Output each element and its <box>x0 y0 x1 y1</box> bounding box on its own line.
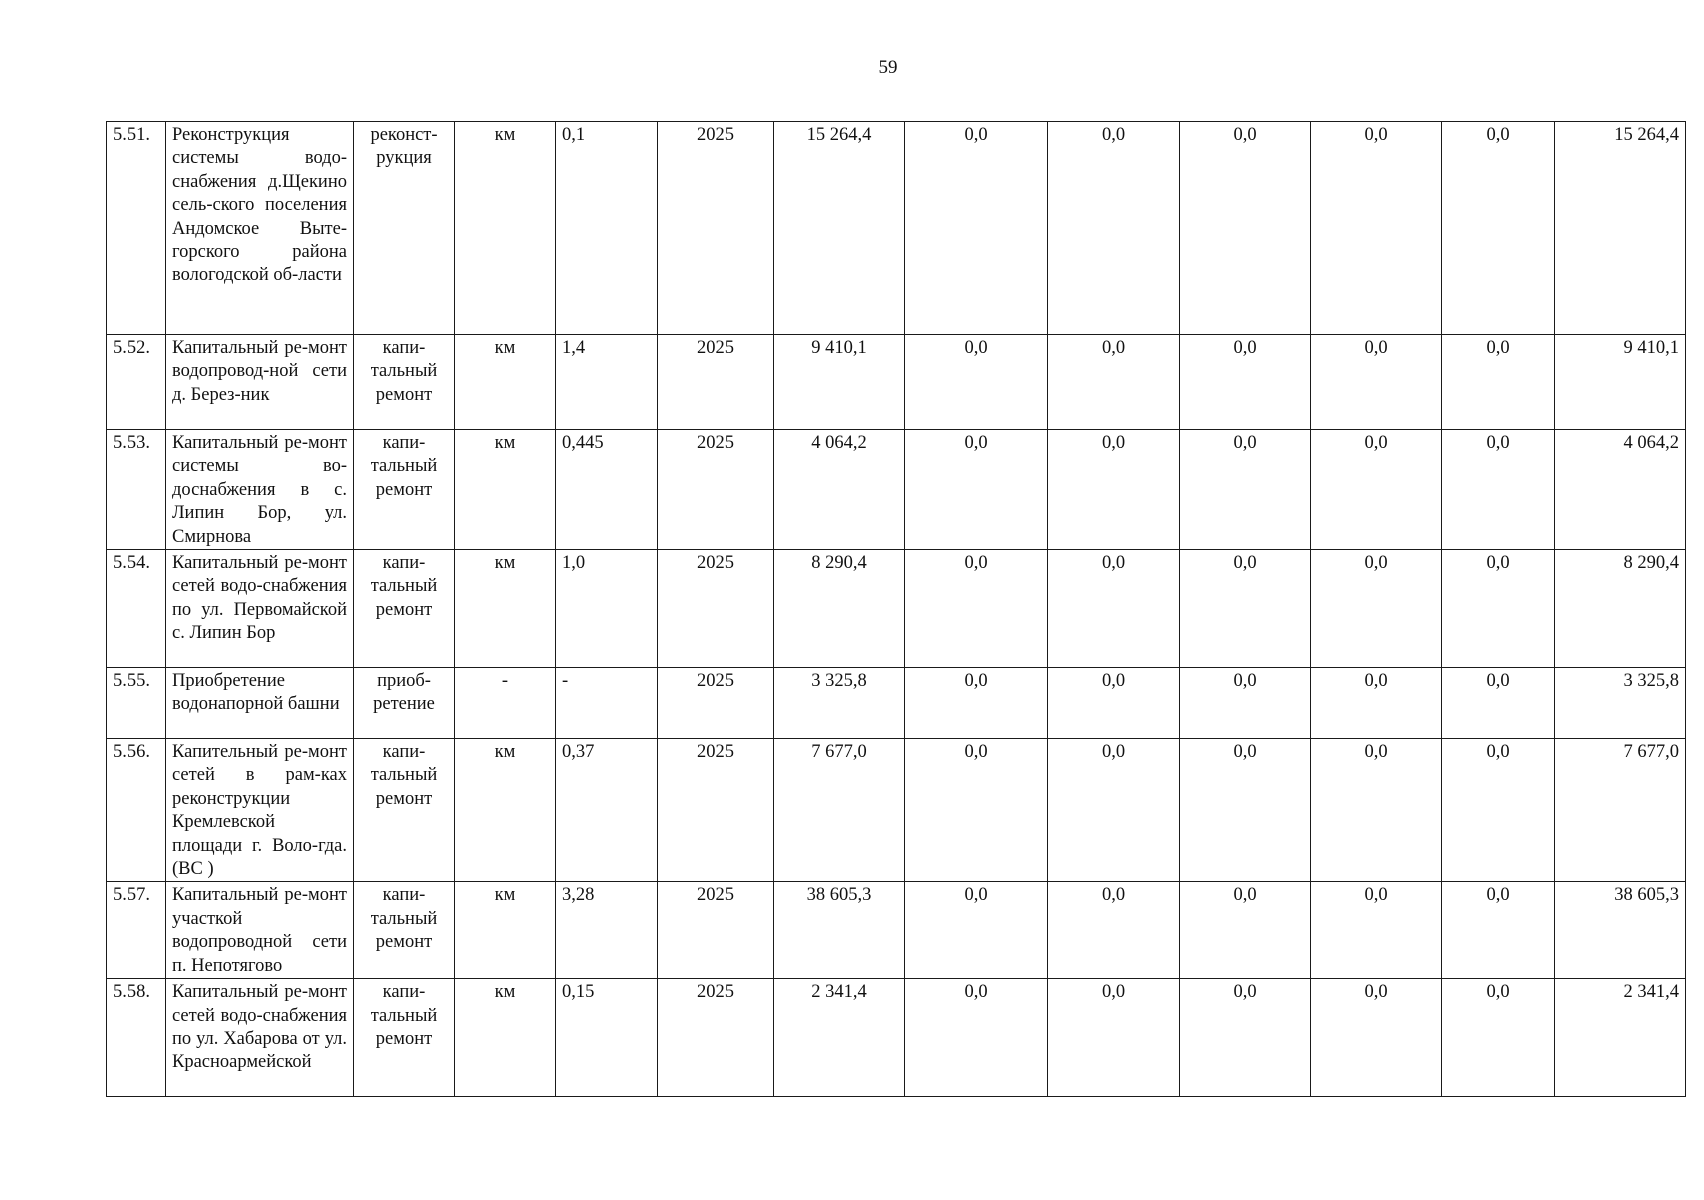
value-2: 0,0 <box>905 122 1048 335</box>
year: 2025 <box>658 979 774 1097</box>
value-4: 0,0 <box>1180 430 1311 550</box>
value-5: 0,0 <box>1311 550 1442 668</box>
year: 2025 <box>658 430 774 550</box>
unit: км <box>455 122 556 335</box>
table-row <box>107 882 1686 979</box>
value-1: 7 677,0 <box>774 739 905 882</box>
work-type: реконст-рукция <box>354 122 455 335</box>
value-6: 0,0 <box>1442 882 1555 979</box>
unit: км <box>455 882 556 979</box>
value-1: 4 064,2 <box>774 430 905 550</box>
work-name: Реконструкция системы водо-снабжения д.Щекино сель-ского поселения Андомское Выте-горского района вологодской об-ласти <box>166 122 354 335</box>
work-name: Приобретение водонапорной башни <box>166 668 354 739</box>
row-number: 5.52. <box>107 335 166 430</box>
value-5: 0,0 <box>1311 335 1442 430</box>
work-name: Капительный ре-монт сетей в рам-ках реконструкции Кремлевской площади г. Воло-гда. (ВС ) <box>166 739 354 882</box>
table-row <box>107 739 1686 882</box>
value-5: 0,0 <box>1311 430 1442 550</box>
table-row <box>107 668 1686 739</box>
value-6: 0,0 <box>1442 122 1555 335</box>
value-4: 0,0 <box>1180 882 1311 979</box>
work-type: приоб-ретение <box>354 668 455 739</box>
value-6: 0,0 <box>1442 979 1555 1097</box>
row-number: 5.53. <box>107 430 166 550</box>
row-number: 5.57. <box>107 882 166 979</box>
value-3: 0,0 <box>1048 882 1180 979</box>
row-number: 5.55. <box>107 668 166 739</box>
total: 8 290,4 <box>1555 550 1686 668</box>
quantity: 0,15 <box>556 979 658 1097</box>
table-row <box>107 122 1686 335</box>
value-1: 8 290,4 <box>774 550 905 668</box>
value-1: 38 605,3 <box>774 882 905 979</box>
quantity: 1,0 <box>556 550 658 668</box>
value-4: 0,0 <box>1180 335 1311 430</box>
row-number: 5.51. <box>107 122 166 335</box>
year: 2025 <box>658 739 774 882</box>
value-3: 0,0 <box>1048 668 1180 739</box>
value-3: 0,0 <box>1048 430 1180 550</box>
total: 15 264,4 <box>1555 122 1686 335</box>
row-number: 5.54. <box>107 550 166 668</box>
unit: км <box>455 335 556 430</box>
work-type: капи-тальный ремонт <box>354 550 455 668</box>
total: 2 341,4 <box>1555 979 1686 1097</box>
table-row <box>107 335 1686 430</box>
value-2: 0,0 <box>905 739 1048 882</box>
total: 4 064,2 <box>1555 430 1686 550</box>
row-number: 5.58. <box>107 979 166 1097</box>
work-type: капи-тальный ремонт <box>354 739 455 882</box>
total: 9 410,1 <box>1555 335 1686 430</box>
unit: км <box>455 979 556 1097</box>
value-2: 0,0 <box>905 882 1048 979</box>
total: 3 325,8 <box>1555 668 1686 739</box>
year: 2025 <box>658 335 774 430</box>
page-number: 59 <box>878 57 898 78</box>
table-row <box>107 550 1686 668</box>
value-1: 15 264,4 <box>774 122 905 335</box>
unit: км <box>455 430 556 550</box>
value-4: 0,0 <box>1180 550 1311 668</box>
value-6: 0,0 <box>1442 430 1555 550</box>
value-4: 0,0 <box>1180 739 1311 882</box>
year: 2025 <box>658 550 774 668</box>
quantity: 0,37 <box>556 739 658 882</box>
value-3: 0,0 <box>1048 550 1180 668</box>
table-row <box>107 430 1686 550</box>
value-1: 9 410,1 <box>774 335 905 430</box>
work-name: Капитальный ре-монт сетей водо-снабжения по ул. Первомайской с. Липин Бор <box>166 550 354 668</box>
work-name: Капитальный ре-монт системы во-доснабжения в с. Липин Бор, ул. Смирнова <box>166 430 354 550</box>
value-2: 0,0 <box>905 668 1048 739</box>
value-3: 0,0 <box>1048 979 1180 1097</box>
quantity: - <box>556 668 658 739</box>
year: 2025 <box>658 882 774 979</box>
quantity: 3,28 <box>556 882 658 979</box>
quantity: 1,4 <box>556 335 658 430</box>
quantity: 0,445 <box>556 430 658 550</box>
value-5: 0,0 <box>1311 122 1442 335</box>
work-type: капи-тальный ремонт <box>354 430 455 550</box>
value-6: 0,0 <box>1442 550 1555 668</box>
value-2: 0,0 <box>905 550 1048 668</box>
work-name: Капитальный ре-монт сетей водо-снабжения по ул. Хабарова от ул. Красноармейской <box>166 979 354 1097</box>
value-3: 0,0 <box>1048 122 1180 335</box>
work-type: капи-тальный ремонт <box>354 882 455 979</box>
value-2: 0,0 <box>905 979 1048 1097</box>
unit: - <box>455 668 556 739</box>
works-table <box>106 121 1686 1097</box>
value-6: 0,0 <box>1442 739 1555 882</box>
value-1: 3 325,8 <box>774 668 905 739</box>
total: 38 605,3 <box>1555 882 1686 979</box>
year: 2025 <box>658 122 774 335</box>
value-2: 0,0 <box>905 430 1048 550</box>
year: 2025 <box>658 668 774 739</box>
unit: км <box>455 739 556 882</box>
unit: км <box>455 550 556 668</box>
work-name: Капитальный ре-монт участкой водопроводной сети п. Непотягово <box>166 882 354 979</box>
value-3: 0,0 <box>1048 335 1180 430</box>
row-number: 5.56. <box>107 739 166 882</box>
total: 7 677,0 <box>1555 739 1686 882</box>
quantity: 0,1 <box>556 122 658 335</box>
value-6: 0,0 <box>1442 335 1555 430</box>
value-5: 0,0 <box>1311 668 1442 739</box>
work-name: Капитальный ре-монт водопровод-ной сети д. Берез-ник <box>166 335 354 430</box>
value-4: 0,0 <box>1180 668 1311 739</box>
value-5: 0,0 <box>1311 882 1442 979</box>
value-6: 0,0 <box>1442 668 1555 739</box>
value-4: 0,0 <box>1180 979 1311 1097</box>
value-3: 0,0 <box>1048 739 1180 882</box>
value-2: 0,0 <box>905 335 1048 430</box>
value-5: 0,0 <box>1311 979 1442 1097</box>
table-row <box>107 979 1686 1097</box>
work-type: капи-тальный ремонт <box>354 335 455 430</box>
value-1: 2 341,4 <box>774 979 905 1097</box>
value-4: 0,0 <box>1180 122 1311 335</box>
value-5: 0,0 <box>1311 739 1442 882</box>
work-type: капи-тальный ремонт <box>354 979 455 1097</box>
